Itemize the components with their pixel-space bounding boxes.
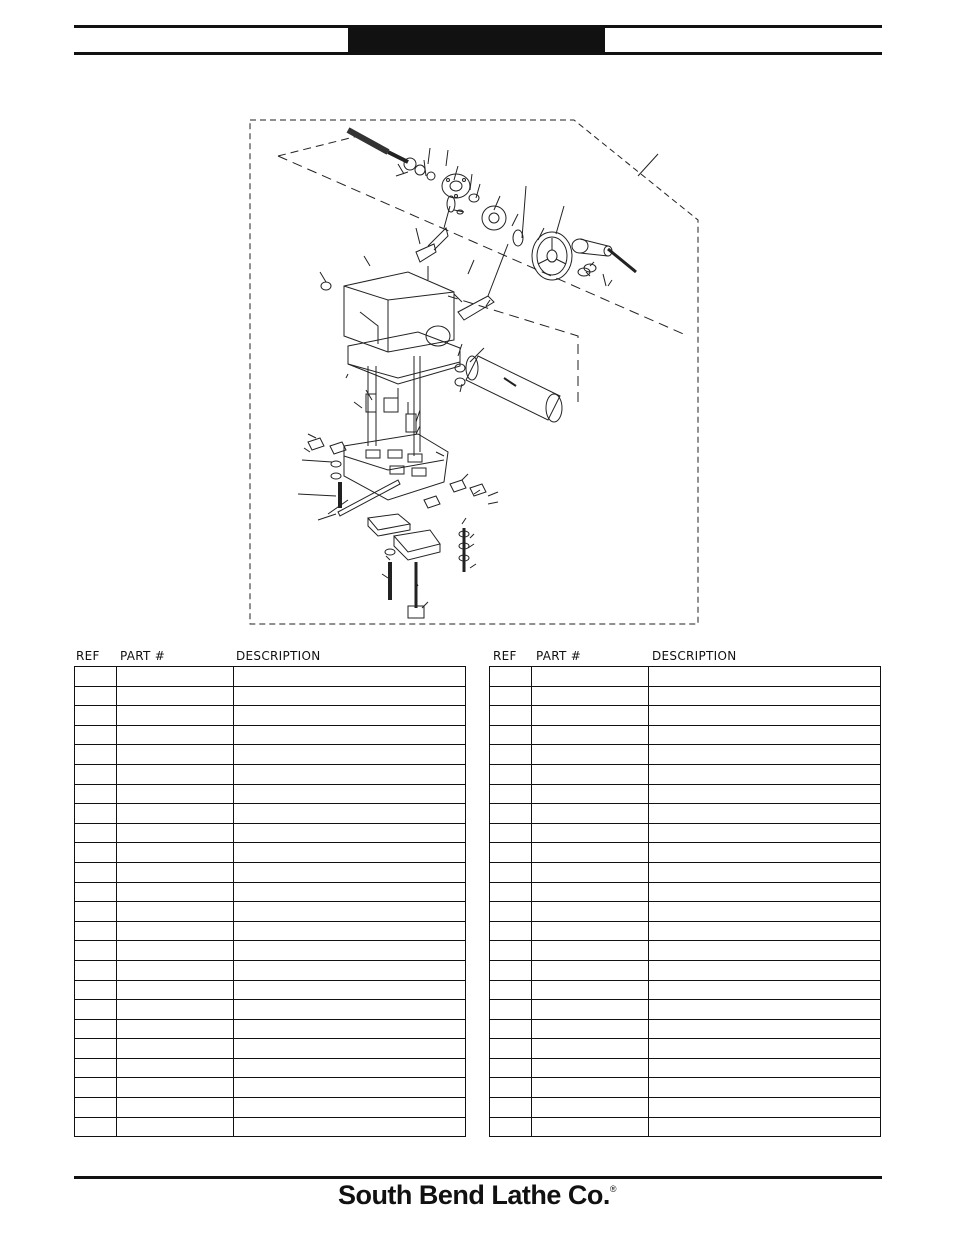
cell-divider <box>116 687 117 706</box>
cell-divider <box>531 667 532 686</box>
table-row <box>490 883 880 903</box>
cell-divider <box>116 1059 117 1078</box>
cell-divider <box>116 941 117 960</box>
table-row <box>75 1098 465 1118</box>
cell-divider <box>531 1098 532 1117</box>
table-row <box>75 1039 465 1059</box>
cell-divider <box>648 961 649 980</box>
table-row <box>490 863 880 883</box>
table-row <box>490 667 880 687</box>
cell-divider <box>233 745 234 764</box>
cell-divider <box>648 863 649 882</box>
cell-divider <box>233 667 234 686</box>
cell-divider <box>648 843 649 862</box>
table-row <box>490 785 880 805</box>
table-row <box>490 1039 880 1059</box>
cell-divider <box>116 765 117 784</box>
cell-divider <box>233 981 234 1000</box>
cell-divider <box>116 667 117 686</box>
cell-divider <box>116 922 117 941</box>
cell-divider <box>116 706 117 725</box>
table-row <box>490 1098 880 1118</box>
table-row <box>490 687 880 707</box>
cell-divider <box>233 863 234 882</box>
cell-divider <box>531 706 532 725</box>
cell-divider <box>648 824 649 843</box>
table-row <box>75 902 465 922</box>
table-row <box>490 1020 880 1040</box>
table-body <box>489 666 881 1137</box>
cell-divider <box>233 961 234 980</box>
table-row <box>75 687 465 707</box>
table-row <box>75 667 465 687</box>
parts-table-right <box>489 644 881 1137</box>
cell-divider <box>648 922 649 941</box>
cell-divider <box>531 785 532 804</box>
cell-divider <box>116 745 117 764</box>
cell-divider <box>531 1118 532 1137</box>
registered-mark: ® <box>609 1184 617 1194</box>
table-row <box>490 922 880 942</box>
col-ref-header: REF <box>76 649 100 663</box>
gib-block <box>368 514 410 536</box>
table-row <box>490 1059 880 1079</box>
cell-divider <box>648 981 649 1000</box>
cell-divider <box>233 1118 234 1137</box>
cell-divider <box>531 843 532 862</box>
cell-divider <box>116 902 117 921</box>
cell-divider <box>531 765 532 784</box>
table-row <box>490 824 880 844</box>
table-row <box>75 745 465 765</box>
cell-divider <box>648 1118 649 1137</box>
cell-divider <box>233 785 234 804</box>
cell-divider <box>531 1020 532 1039</box>
cell-divider <box>233 1039 234 1058</box>
table-body <box>74 666 466 1137</box>
cell-divider <box>116 961 117 980</box>
cell-divider <box>233 706 234 725</box>
cell-divider <box>531 1059 532 1078</box>
cell-divider <box>648 687 649 706</box>
cell-divider <box>116 1118 117 1137</box>
cell-divider <box>116 824 117 843</box>
cell-divider <box>531 961 532 980</box>
cell-divider <box>116 1020 117 1039</box>
table-header <box>489 644 881 666</box>
table-row <box>75 804 465 824</box>
crank-handle-right <box>458 230 523 320</box>
table-row <box>75 1078 465 1098</box>
diagram-boundary <box>250 120 698 624</box>
footer-rule <box>74 1176 882 1179</box>
cell-divider <box>648 745 649 764</box>
col-part-header: PART # <box>536 649 582 663</box>
cell-divider <box>531 941 532 960</box>
table-row <box>75 1118 465 1138</box>
cross-slide-plate <box>338 434 448 516</box>
cell-divider <box>116 1098 117 1117</box>
cell-divider <box>531 922 532 941</box>
flange-disc <box>442 174 470 198</box>
cell-divider <box>233 843 234 862</box>
cell-divider <box>648 765 649 784</box>
cell-divider <box>116 1000 117 1019</box>
cell-divider <box>531 824 532 843</box>
cell-divider <box>648 1078 649 1097</box>
table-row <box>75 824 465 844</box>
cell-divider <box>531 863 532 882</box>
cell-divider <box>233 824 234 843</box>
table-row <box>490 1000 880 1020</box>
cell-divider <box>648 883 649 902</box>
table-row <box>75 706 465 726</box>
cell-divider <box>648 706 649 725</box>
cell-divider <box>233 883 234 902</box>
cell-divider <box>648 902 649 921</box>
cell-divider <box>648 1020 649 1039</box>
cell-divider <box>648 941 649 960</box>
table-row <box>75 1000 465 1020</box>
cell-divider <box>648 1000 649 1019</box>
cell-divider <box>116 981 117 1000</box>
cell-divider <box>531 981 532 1000</box>
table-row <box>490 1078 880 1098</box>
table-row <box>75 922 465 942</box>
brand-name: South Bend Lathe Co. <box>337 1180 610 1210</box>
lead-screw <box>348 130 435 180</box>
cell-divider <box>648 804 649 823</box>
table-row <box>490 961 880 981</box>
col-ref-header: REF <box>493 649 517 663</box>
cell-divider <box>233 726 234 745</box>
cell-divider <box>116 785 117 804</box>
cell-divider <box>648 1039 649 1058</box>
cell-divider <box>233 804 234 823</box>
cell-divider <box>233 687 234 706</box>
cell-divider <box>233 1000 234 1019</box>
table-row <box>490 706 880 726</box>
cell-divider <box>648 726 649 745</box>
parts-table-left <box>74 644 466 1137</box>
section-tab <box>348 26 605 54</box>
cell-divider <box>233 765 234 784</box>
shaft-tube <box>466 356 562 422</box>
table-row <box>75 843 465 863</box>
cell-divider <box>116 883 117 902</box>
gib-block <box>394 530 440 560</box>
table-row <box>490 941 880 961</box>
table-row <box>75 726 465 746</box>
table-row <box>75 883 465 903</box>
cell-divider <box>531 1039 532 1058</box>
handwheel-collar <box>572 239 636 272</box>
cell-divider <box>116 843 117 862</box>
col-description-header: DESCRIPTION <box>652 649 737 663</box>
table-row <box>75 765 465 785</box>
table-row <box>75 863 465 883</box>
cell-divider <box>233 902 234 921</box>
table-row <box>490 804 880 824</box>
table-row <box>75 1020 465 1040</box>
cell-divider <box>648 1098 649 1117</box>
cell-divider <box>531 883 532 902</box>
col-description-header: DESCRIPTION <box>236 649 321 663</box>
cell-divider <box>531 902 532 921</box>
table-row <box>490 1118 880 1138</box>
cell-divider <box>116 1078 117 1097</box>
crank-handle-left <box>416 196 455 262</box>
table-header <box>74 644 466 666</box>
cell-divider <box>116 863 117 882</box>
table-row <box>490 765 880 785</box>
cell-divider <box>233 922 234 941</box>
cell-divider <box>648 667 649 686</box>
cell-divider <box>233 941 234 960</box>
cell-divider <box>531 726 532 745</box>
cell-divider <box>531 804 532 823</box>
table-row <box>490 843 880 863</box>
table-row <box>490 981 880 1001</box>
cell-divider <box>116 804 117 823</box>
table-row <box>75 785 465 805</box>
cell-divider <box>648 785 649 804</box>
cell-divider <box>233 1078 234 1097</box>
cell-divider <box>233 1098 234 1117</box>
cell-divider <box>531 745 532 764</box>
table-row <box>490 745 880 765</box>
table-row <box>75 981 465 1001</box>
cell-divider <box>233 1020 234 1039</box>
cell-divider <box>531 1000 532 1019</box>
cell-divider <box>531 687 532 706</box>
cell-divider <box>531 1078 532 1097</box>
cell-divider <box>648 1059 649 1078</box>
cell-divider <box>116 1039 117 1058</box>
brand-logo <box>0 1180 954 1211</box>
table-row <box>75 941 465 961</box>
cell-divider <box>116 726 117 745</box>
table-row <box>490 726 880 746</box>
table-row <box>75 1059 465 1079</box>
col-part-header: PART # <box>120 649 166 663</box>
table-row <box>75 961 465 981</box>
exploded-parts-diagram <box>248 116 700 626</box>
saddle-body <box>344 272 460 384</box>
cell-divider <box>233 1059 234 1078</box>
table-row <box>490 902 880 922</box>
